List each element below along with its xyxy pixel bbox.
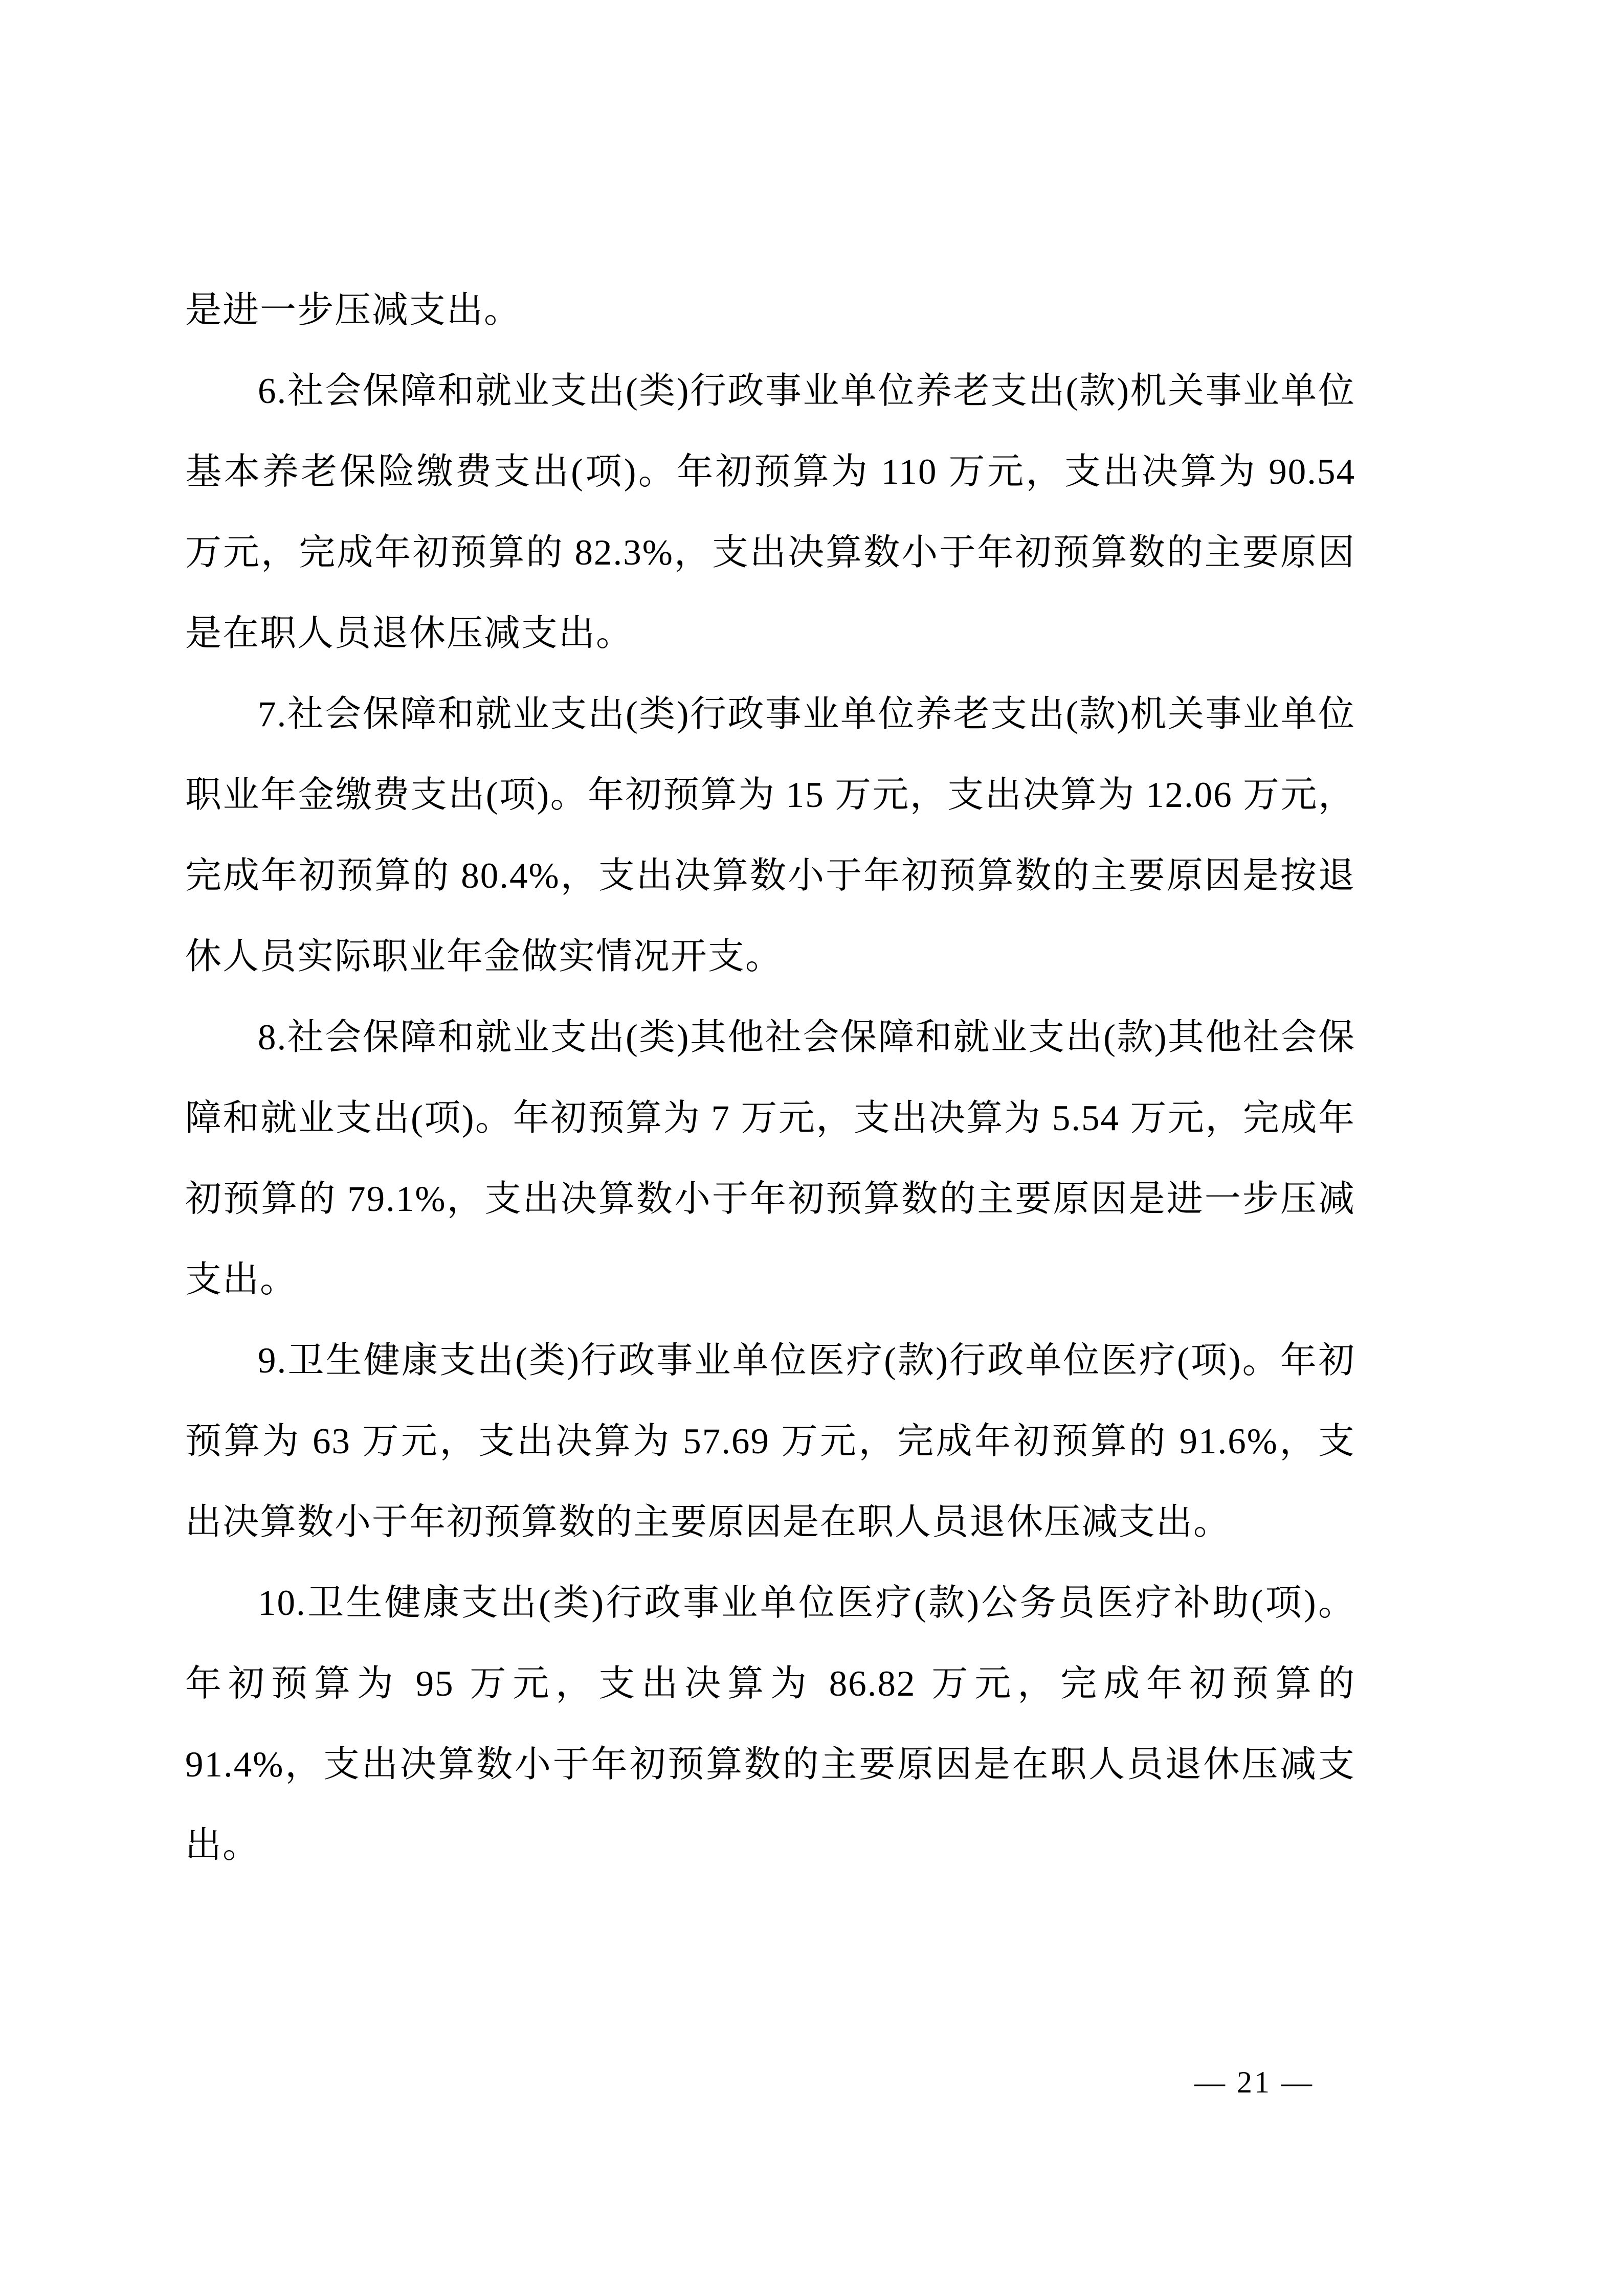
page-number: — 21 —: [1194, 2065, 1314, 2099]
paragraph-item-8: 8.社会保障和就业支出(类)其他社会保障和就业支出(款)其他社会保障和就业支出(项)。年初预算为 7 万元，支出决算为 5.54 万元，完成年初预算的 79.1%，支出决算数小于年初预算数的主要原因是进一步压减支出。: [185, 1018, 1355, 1300]
paragraph-item-10: 10.卫生健康支出(类)行政事业单位医疗(款)公务员医疗补助(项)。年初预算为 95 万元，支出决算为 86.82 万元，完成年初预算的 91.4%，支出决算数小于年初预算数的主要原因是在职人员退休压减支出。: [185, 1583, 1355, 1865]
paragraph-item-6: 6.社会保障和就业支出(类)行政事业单位养老支出(款)机关事业单位基本养老保险缴费支出(项)。年初预算为 110 万元，支出决算为 90.54 万元，完成年初预算的 82.3%，支出决算数小于年初预算数的主要原因是在职人员退休压减支出。: [185, 371, 1355, 654]
paragraph-item-9: 9.卫生健康支出(类)行政事业单位医疗(款)行政单位医疗(项)。年初预算为 63 万元，支出决算为 57.69 万元，完成年初预算的 91.6%，支出决算数小于年初预算数的主要原因是在职人员退休压减支出。: [185, 1341, 1355, 1542]
document-body: [185, 270, 1355, 1886]
paragraph-item-7: 7.社会保障和就业支出(类)行政事业单位养老支出(款)机关事业单位职业年金缴费支出(项)。年初预算为 15 万元，支出决算为 12.06 万元，完成年初预算的 80.4%，支出决算数小于年初预算数的主要原因是按退休人员实际职业年金做实情况开支。: [185, 694, 1355, 977]
paragraph-continuation: 是进一步压减支出。: [185, 290, 522, 330]
